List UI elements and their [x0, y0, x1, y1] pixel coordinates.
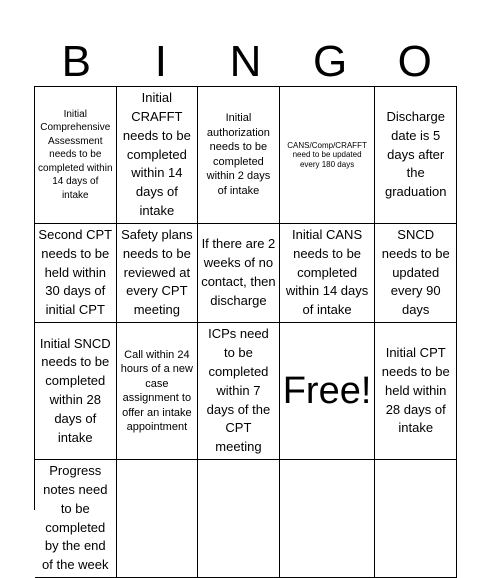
bingo-cell[interactable] [280, 224, 376, 323]
bingo-cell[interactable] [198, 224, 280, 323]
cell-text: CANS/Comp/CRAFFT need to be updated every 180 days [287, 140, 367, 169]
bingo-cell[interactable] [35, 460, 117, 578]
cell-text: Progress notes need to be completed by the end of the week [42, 463, 109, 573]
bingo-cell-empty[interactable] [375, 460, 457, 578]
bingo-cell[interactable] [375, 87, 457, 224]
cell-text: SNCD needs to be updated every 90 days [381, 226, 450, 318]
header-letter-g: G [312, 37, 348, 86]
bingo-cell[interactable] [117, 224, 199, 323]
free-space-label: Free! [282, 370, 372, 413]
cell-text: Discharge date is 5 days after the graduation [384, 108, 447, 200]
bingo-cell-empty[interactable] [198, 460, 280, 578]
bingo-cell-empty[interactable] [280, 460, 376, 578]
header-letter-o: O [397, 37, 432, 86]
cell-text: Safety plans needs to be reviewed at every CPT meeting [121, 226, 193, 318]
bingo-cell[interactable] [117, 87, 199, 224]
cell-text: Initial authorization needs to be completed within 2 days of intake [206, 112, 271, 197]
cell-text: If there are 2 weeks of no contact, then discharge [201, 236, 276, 308]
bingo-cell-empty[interactable] [117, 460, 199, 578]
bingo-cell-free[interactable] [280, 323, 376, 460]
cell-text: ICPs need to be completed within 7 days of the CPT meeting [206, 326, 271, 455]
bingo-cell[interactable] [35, 224, 117, 323]
bingo-cell[interactable] [35, 323, 117, 460]
bingo-cell[interactable] [375, 224, 457, 323]
header-letter-n: N [229, 37, 262, 86]
bingo-cell[interactable] [198, 323, 280, 460]
header-letter-b: B [61, 37, 91, 86]
bingo-grid [34, 86, 457, 573]
cell-text: Initial SNCD needs to be completed within 28 days of intake [39, 335, 111, 445]
cell-text: Initial CANS needs to be completed within 14 days of intake [285, 226, 369, 318]
header-letter-i: I [154, 37, 167, 86]
cell-text: Initial Comprehensive Assessment needs to be completed within 14 days of intake [38, 108, 113, 201]
cell-text: Initial CPT needs to be held within 28 days of intake [381, 344, 450, 436]
cell-text: Call within 24 hours of a new case assignment to offer an intake appointment [120, 348, 193, 434]
bingo-cell[interactable] [117, 323, 199, 460]
bingo-cell[interactable] [35, 87, 117, 224]
cell-text: Initial CRAFFT needs to be completed within 14 days of intake [122, 90, 191, 219]
cell-text: Second CPT needs to be held within 30 days of initial CPT [38, 226, 113, 318]
bingo-cell[interactable] [280, 87, 376, 224]
bingo-cell[interactable] [198, 87, 280, 224]
bingo-cell[interactable] [375, 323, 457, 460]
bingo-header [34, 38, 457, 86]
